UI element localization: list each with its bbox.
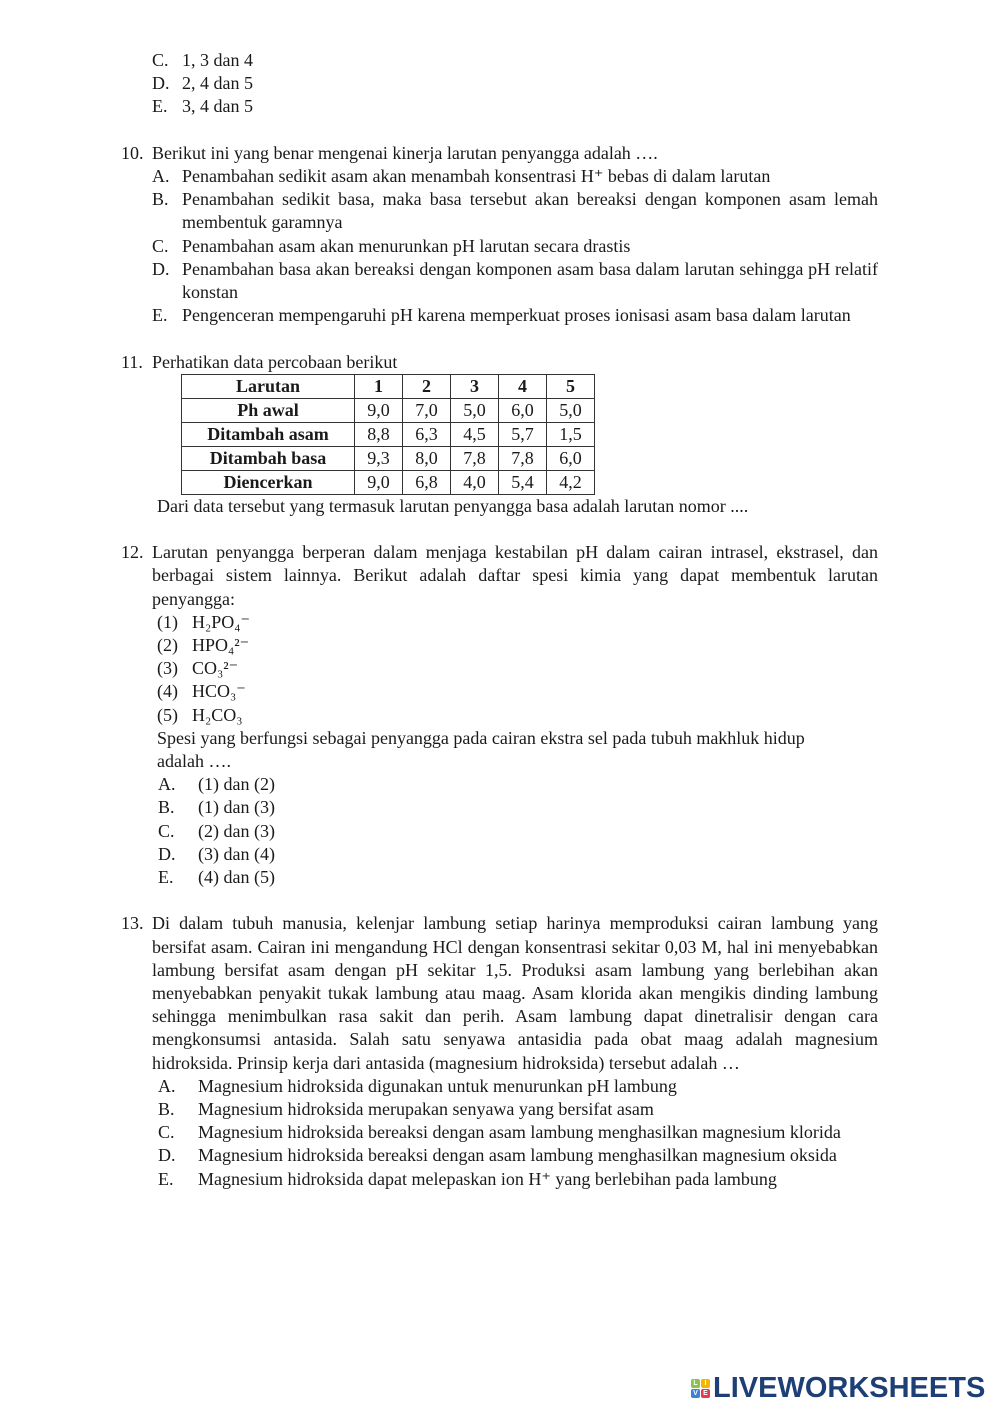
logo-text: LIVEWORKSHEETS — [713, 1372, 986, 1404]
table-cell: 6,3 — [403, 422, 451, 446]
option-text: (2) dan (3) — [198, 820, 275, 841]
liveworksheets-logo[interactable] — [691, 1372, 985, 1405]
table-cell: 5,0 — [451, 398, 499, 422]
table-cell: 9,0 — [355, 398, 403, 422]
answer-option[interactable] — [152, 258, 878, 304]
option-letter: C. — [158, 820, 175, 841]
item-number: (2) — [157, 635, 178, 656]
option-letter: D. — [158, 1145, 176, 1166]
option-letter: A. — [158, 1075, 176, 1096]
answer-option[interactable] — [152, 49, 878, 72]
option-text: 2, 4 dan 5 — [182, 73, 253, 94]
question-10 — [121, 142, 878, 328]
table-cell: 4,2 — [547, 470, 595, 494]
table-header-cell: 4 — [499, 374, 547, 398]
question-9-tail — [121, 49, 878, 119]
item-number: (5) — [157, 704, 178, 725]
chemical-formula: HPO₄²⁻ — [192, 635, 250, 656]
table-cell: 6,8 — [403, 470, 451, 494]
logo-tile: L — [691, 1379, 700, 1388]
question-prompt: Spesi yang berfungsi sebagai penyangga pada cairan ekstra sel pada tubuh makhluk hidup adalah …. — [157, 727, 805, 772]
option-letter: D. — [152, 258, 170, 279]
species-item — [157, 704, 878, 727]
chemical-formula: H₂CO₃ — [192, 704, 243, 725]
answer-option[interactable] — [152, 95, 878, 118]
table-cell: 4,0 — [451, 470, 499, 494]
option-letter: E. — [152, 96, 168, 117]
species-item — [157, 657, 878, 680]
option-letter: E. — [158, 1168, 174, 1189]
option-letter: B. — [152, 189, 169, 210]
option-text: Penambahan sedikit asam akan menambah konsentrasi H⁺ bebas di dalam larutan — [182, 166, 771, 186]
option-text: Magnesium hidroksida bereaksi dengan asam lambung menghasilkan magnesium klorida — [198, 1122, 841, 1143]
logo-tile: I — [701, 1379, 710, 1388]
species-item — [157, 680, 878, 703]
option-letter: B. — [158, 1099, 175, 1120]
question-prompt: Dari data tersebut yang termasuk larutan penyangga basa adalah larutan nomor .... — [157, 495, 749, 516]
option-text: Penambahan asam akan menurunkan pH larutan secara drastis — [182, 235, 631, 256]
option-text: Penambahan sedikit basa, maka basa tersebut akan bereaksi dengan komponen asam lemah membentuk garamnya — [182, 189, 878, 233]
table-header-row — [182, 374, 595, 398]
question-12 — [121, 541, 878, 889]
option-letter: A. — [152, 166, 170, 186]
row-label: Ditambah basa — [182, 446, 355, 470]
answer-option[interactable] — [158, 1168, 878, 1191]
option-text: Magnesium hidroksida dapat melepaskan ion H⁺ yang berlebihan pada lambung — [198, 1168, 777, 1189]
chemical-formula: HCO₃⁻ — [192, 681, 246, 702]
option-text: Magnesium hidroksida bereaksi dengan asam lambung menghasilkan magnesium oksida — [198, 1145, 837, 1166]
answer-option[interactable] — [158, 1121, 878, 1144]
table-row — [182, 422, 595, 446]
table-cell: 6,0 — [499, 398, 547, 422]
option-letter: E. — [158, 867, 174, 888]
answer-option[interactable] — [158, 1075, 878, 1098]
option-text: 3, 4 dan 5 — [182, 96, 253, 117]
item-number: (1) — [157, 611, 178, 632]
option-text: 1, 3 dan 4 — [182, 50, 253, 70]
answer-option[interactable] — [152, 304, 878, 327]
question-number: 12. — [121, 542, 144, 563]
logo-tile: V — [691, 1389, 700, 1398]
table-cell: 4,5 — [451, 422, 499, 446]
question-number: 10. — [121, 142, 144, 163]
worksheet-page — [121, 49, 878, 1214]
table-cell: 5,7 — [499, 422, 547, 446]
chemical-formula: H₂PO₄⁻ — [192, 611, 251, 632]
table-cell: 5,4 — [499, 470, 547, 494]
item-number: (4) — [157, 681, 178, 702]
table-row — [182, 470, 595, 494]
table-cell: 1,5 — [547, 422, 595, 446]
option-text: Magnesium hidroksida digunakan untuk menurunkan pH lambung — [198, 1075, 677, 1096]
question-text: Di dalam tubuh manusia, kelenjar lambung setiap harinya memproduksi cairan lambung yang bersifat asam. Cairan ini mengandung HCl dengan konsentrasi sekitar 0,03 M, hal ini menyebabkan lambung bersifat asam dengan pH sekitar 1,5. Produksi asam lambung yang berlebihan akan menyebabkan penyakit tukak lambung atau maag. Asam klorida akan mengikis dinding lambung sehingga menimbulkan rasa sakit dan perih. Asam lambung dapat dinetralisir dengan cara mengkonsumsi antasida. Salah satu senyawa antasidia pada obat maag adalah magnesium hidroksida. Prinsip kerja dari antasida (magnesium hidroksida) tersebut adalah … — [152, 913, 878, 1073]
option-text: (4) dan (5) — [198, 867, 275, 888]
option-letter: C. — [158, 1122, 175, 1143]
live-tiles-icon — [691, 1379, 710, 1398]
option-text: Magnesium hidroksida merupakan senyawa yang bersifat asam — [198, 1099, 654, 1120]
row-label: Diencerkan — [182, 470, 355, 494]
experiment-table — [181, 374, 595, 495]
table-header-cell: 5 — [547, 374, 595, 398]
table-row — [182, 446, 595, 470]
question-13 — [121, 912, 878, 1190]
table-cell: 9,0 — [355, 470, 403, 494]
row-label: Ph awal — [182, 398, 355, 422]
table-header-cell: 3 — [451, 374, 499, 398]
logo-tile: E — [701, 1389, 710, 1398]
question-number: 13. — [121, 913, 144, 934]
table-header-cell: Larutan — [182, 374, 355, 398]
table-cell: 7,0 — [403, 398, 451, 422]
table-cell: 8,8 — [355, 422, 403, 446]
answer-option[interactable] — [158, 843, 878, 866]
species-item — [157, 611, 878, 634]
answer-option[interactable] — [158, 796, 878, 819]
question-text: Perhatikan data percobaan berikut — [152, 351, 398, 372]
answer-option[interactable] — [158, 820, 878, 843]
option-letter: A. — [158, 774, 176, 795]
question-text: Larutan penyangga berperan dalam menjaga kestabilan pH dalam cairan intrasel, ekstrasel, dan berbagai sistem lainnya. Berikut adalah daftar spesi kimia yang dapat membentuk larutan penyangga: — [152, 542, 878, 609]
option-letter: D. — [158, 843, 176, 864]
species-item — [157, 634, 878, 657]
answer-option[interactable] — [152, 165, 878, 188]
question-number: 11. — [121, 351, 143, 372]
option-letter: C. — [152, 50, 169, 70]
option-letter: C. — [152, 235, 169, 256]
table-header-cell: 2 — [403, 374, 451, 398]
table-header-cell: 1 — [355, 374, 403, 398]
option-text: Penambahan basa akan bereaksi dengan komponen asam basa dalam larutan sehingga pH relatif konstan — [182, 258, 878, 303]
answer-option[interactable] — [152, 235, 878, 258]
option-text: (3) dan (4) — [198, 843, 275, 864]
answer-option[interactable] — [152, 188, 878, 234]
option-letter: D. — [152, 73, 170, 94]
answer-option[interactable] — [158, 1144, 878, 1167]
answer-option[interactable] — [158, 773, 878, 796]
table-cell: 7,8 — [499, 446, 547, 470]
table-cell: 9,3 — [355, 446, 403, 470]
question-11 — [121, 351, 878, 518]
question-text: Berikut ini yang benar mengenai kinerja larutan penyangga adalah …. — [152, 142, 658, 163]
row-label: Ditambah asam — [182, 422, 355, 446]
answer-option[interactable] — [158, 1098, 878, 1121]
item-number: (3) — [157, 658, 178, 679]
option-text: Pengenceran mempengaruhi pH karena memperkuat proses ionisasi asam basa dalam larutan — [182, 305, 851, 326]
answer-option[interactable] — [152, 72, 878, 95]
option-letter: B. — [158, 797, 175, 818]
option-letter: E. — [152, 305, 168, 326]
table-cell: 5,0 — [547, 398, 595, 422]
chemical-formula: CO₃²⁻ — [192, 658, 239, 679]
answer-option[interactable] — [158, 866, 878, 889]
table-cell: 7,8 — [451, 446, 499, 470]
table-cell: 8,0 — [403, 446, 451, 470]
table-cell: 6,0 — [547, 446, 595, 470]
table-row — [182, 398, 595, 422]
option-text: (1) dan (3) — [198, 797, 275, 818]
option-text: (1) dan (2) — [198, 774, 275, 795]
